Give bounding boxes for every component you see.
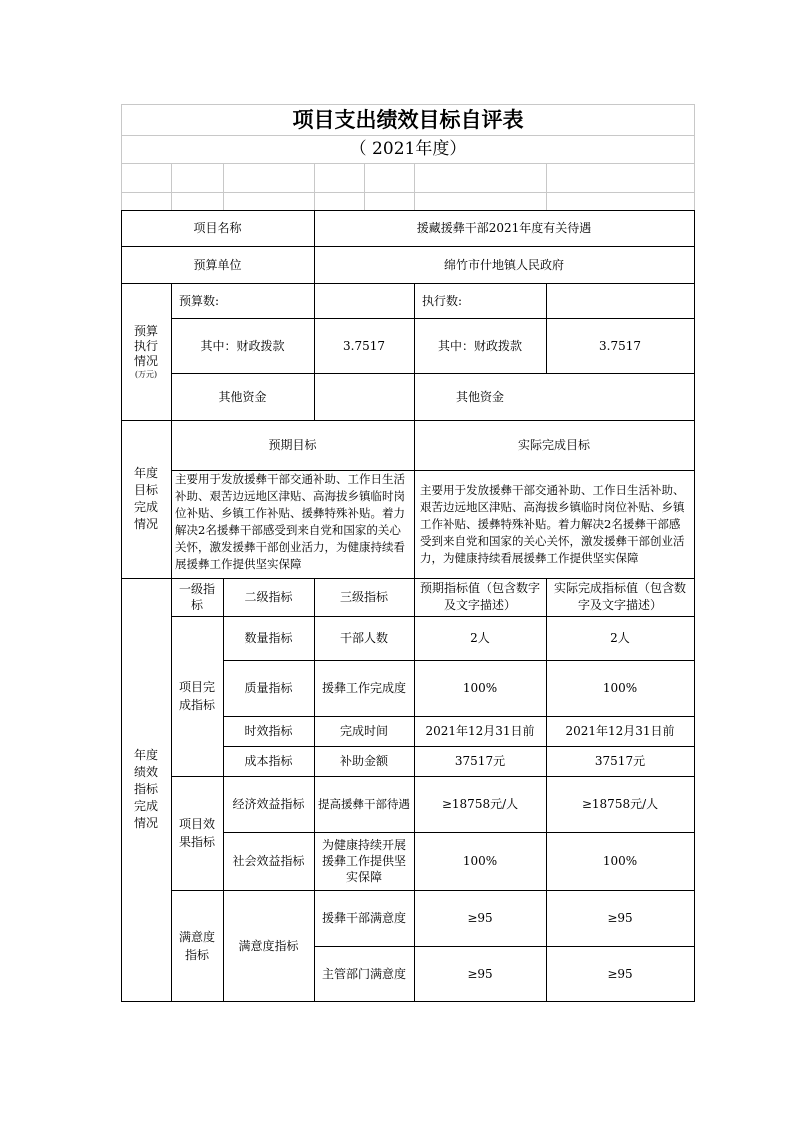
project-name-label: 项目名称 [193,221,242,235]
row-level3: 主管部门满意度 [321,966,406,981]
row-expected: 100% [462,854,498,868]
row-actual: 100% [602,854,638,868]
row-level2: 数量指标 [244,631,293,645]
row-level2: 经济效益指标 [232,797,305,811]
row-actual: 100% [602,681,638,695]
indicators-label-line: 年度 [133,748,158,762]
fiscal-label-budget: 其中：财政拨款 [200,338,285,353]
row-level3: 完成时间 [339,724,388,738]
page-title: 项目支出绩效目标自评表 [292,107,524,132]
fiscal-label-exec: 其中：财政拨款 [437,338,522,353]
header-actual: 实际完成指标值（包含数字及文字描述） [553,581,686,612]
row-level3: 提高援彝干部待遇 [318,797,410,811]
row-level2: 时效指标 [244,724,293,738]
expected-goal-text: 主要用于发放援彝干部交通补助、工作日生活补助、艰苦边远地区津贴、高海拔乡镇临时岗位补贴、乡镇工作补贴、援彝特殊补贴。着力解决2名援彝干部感受到来自党和国家的关心关怀，激发援彝干部创业活力，为健康持续看展援彝工作提供坚实保障 [175,472,405,571]
annual-goal-label-line: 完成 [133,500,158,514]
budget-unit-value: 绵竹市什地镇人民政府 [443,257,564,272]
budget-exec-side-label [121,283,171,420]
budget-exec-label-line: 情况 [133,353,158,368]
indicators-label-line: 情况 [133,816,158,830]
row-level3: 补助金额 [339,754,388,768]
actual-goal-text: 主要用于发放援彝干部交通补助、工作日生活补助、艰苦边远地区津贴、高海拔乡镇临时岗位补贴、乡镇工作补贴、援彝特殊补贴。着力解决2名援彝干部感受到来自党和国家的关心关怀，激发援彝干部创业活力，为健康持续看展援彝工作提供坚实保障 [420,482,685,565]
header-level1: 一级指标 [178,582,215,612]
row-level3: 援彝工作完成度 [321,681,406,695]
page-subtitle: （ 2021年度） [349,139,467,159]
expected-goal-header: 预期目标 [268,438,317,452]
row-expected: 2人 [470,631,490,645]
budget-exec-label-line: 预算 [133,323,158,338]
row-expected: 37517元 [454,754,506,768]
header-level2: 二级指标 [244,590,293,604]
budget-exec-label-line: 执行 [133,338,158,353]
exec-amount-label: 执行数: [422,293,463,308]
row-expected: ≥95 [467,911,493,925]
budget-exec-unit: (万元) [134,369,158,379]
other-funds-budget: 其他资金 [218,389,267,404]
indicators-label-line: 完成 [133,799,158,813]
row-actual: ≥18758元/人 [581,797,659,811]
annual-goal-label-line: 情况 [133,517,158,531]
row-expected: 2021年12月31日前 [425,724,535,738]
budget-amount-label: 预算数: [179,293,220,308]
row-level2: 成本指标 [244,754,293,768]
row-actual: 37517元 [594,754,646,768]
annual-goal-label-line: 年度 [133,466,158,480]
actual-goal-header: 实际完成目标 [517,438,590,452]
row-expected: ≥95 [467,966,493,981]
indicators-side-label [121,578,171,1001]
row-actual: 2人 [610,631,630,645]
indicators-label-line: 绩效 [133,765,158,779]
row-level3: 干部人数 [339,631,388,645]
annual-goal-side-label [121,420,171,578]
project-name-value: 援藏援彝干部2021年度有关待遇 [416,221,592,235]
row-expected: 100% [462,681,498,695]
group-project-effect: 项目效果指标 [178,817,215,849]
group-project-completion: 项目完成指标 [178,680,215,712]
row-level2: 社会效益指标 [232,854,305,868]
row-actual: ≥95 [607,911,633,925]
row-level3: 援彝干部满意度 [321,911,406,925]
row-actual: ≥95 [607,966,633,981]
fiscal-value-budget: 3.7517 [343,338,385,353]
header-expected: 预期指标值（包含数字及文字描述） [419,581,540,612]
row-level2: 质量指标 [244,681,293,695]
other-funds-exec: 其他资金 [455,389,504,404]
fiscal-value-exec: 3.7517 [599,338,641,353]
annual-goal-label-line: 目标 [133,483,158,497]
indicators-label-line: 指标 [133,782,158,796]
row-level3: 为健康持续开展援彝工作提供坚实保障 [321,838,406,884]
satisfaction-level2: 满意度指标 [238,938,299,953]
budget-unit-label: 预算单位 [193,257,242,272]
row-actual: 2021年12月31日前 [565,724,675,738]
group-satisfaction: 满意度指标 [179,929,216,962]
header-level3: 三级指标 [339,590,388,604]
row-expected: ≥18758元/人 [441,797,519,811]
